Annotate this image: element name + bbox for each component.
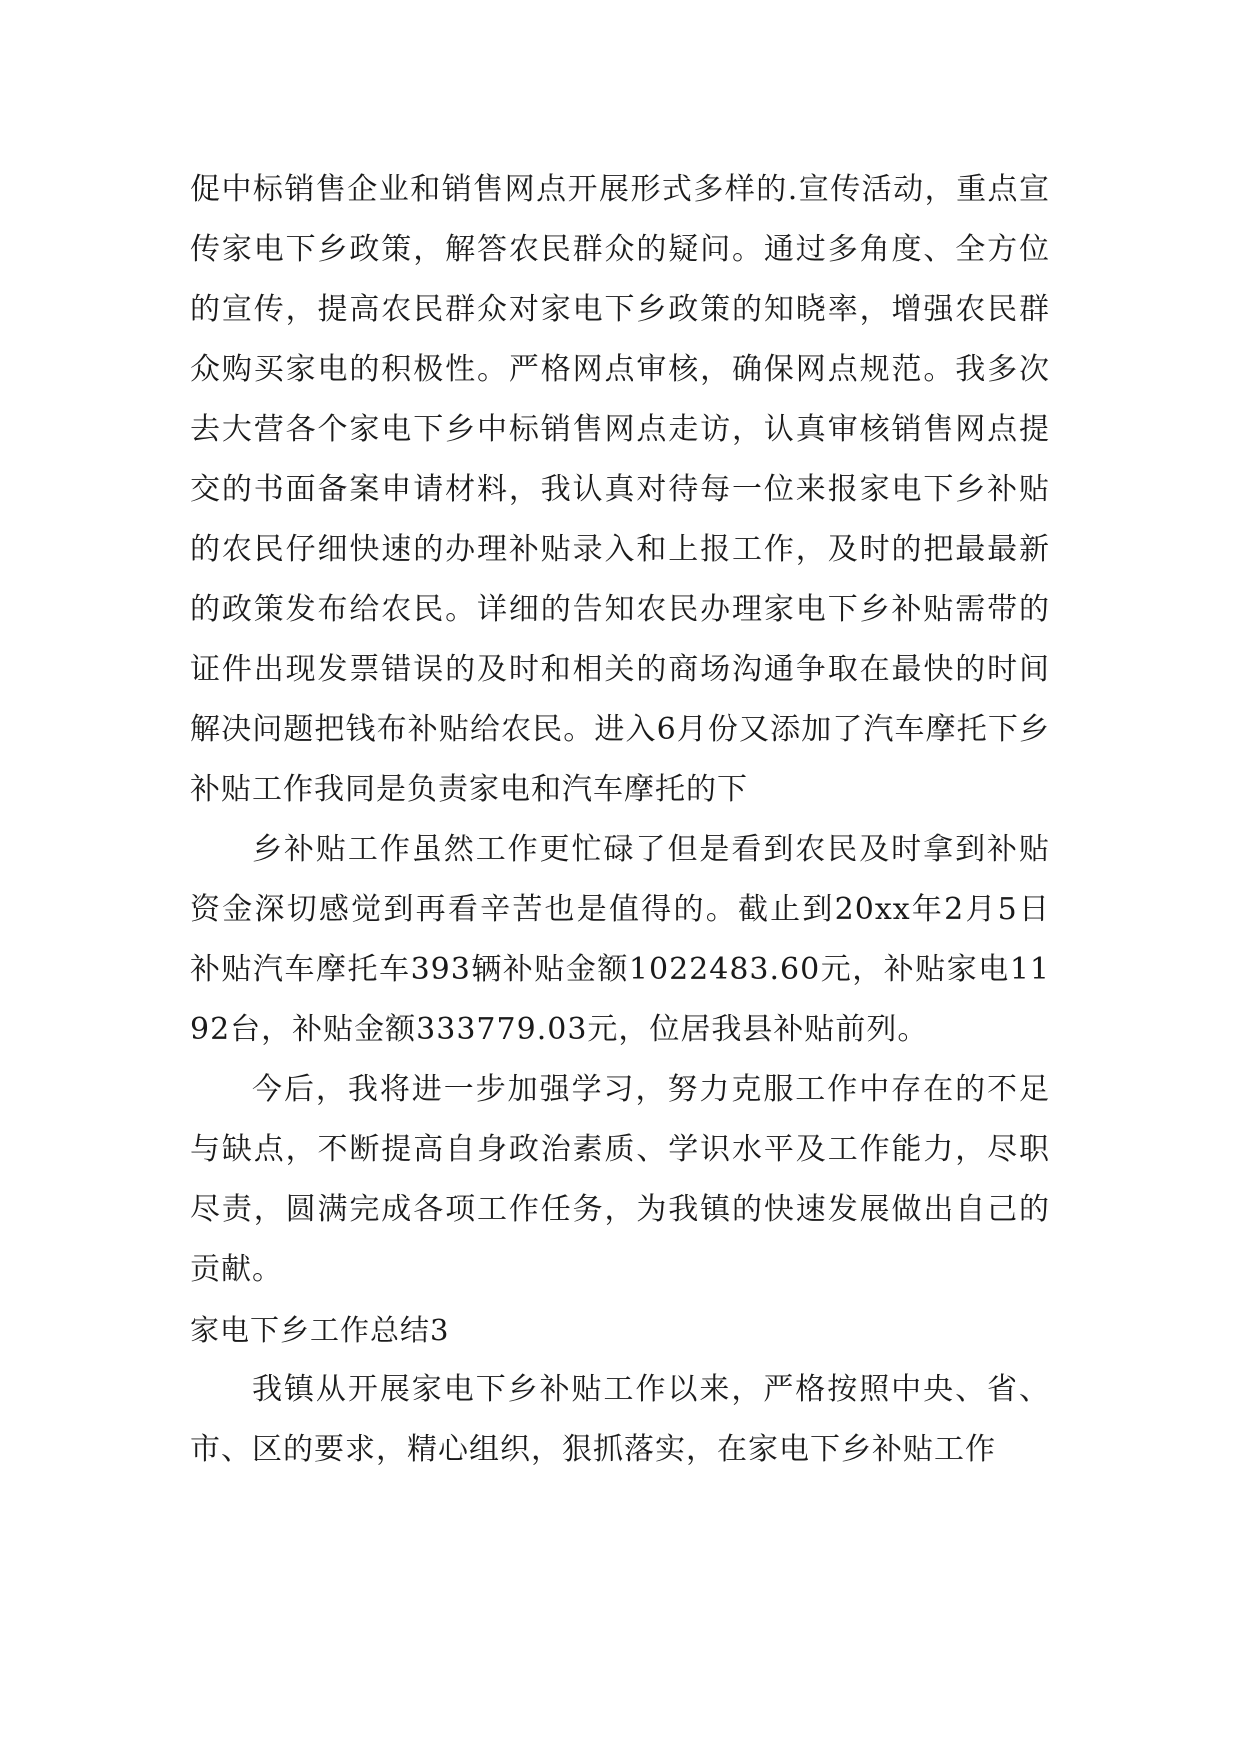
paragraph-2: 乡补贴工作虽然工作更忙碌了但是看到农民及时拿到补贴资金深切感觉到再看辛苦也是值得的。截止到20xx年2月5日补贴汽车摩托车393辆补贴金额1022483.60元，补贴家电1192台，补贴金额333779.03元，位居我县补贴前列。 bbox=[190, 832, 1050, 1047]
document-body bbox=[190, 160, 1050, 1480]
paragraph-1: 促中标销售企业和销售网点开展形式多样的.宣传活动，重点宣传家电下乡政策，解答农民群众的疑问。通过多角度、全方位的宣传，提高农民群众对家电下乡政策的知晓率，增强农民群众购买家电的积极性。严格网点审核，确保网点规范。我多次去大营各个家电下乡中标销售网点走访，认真审核销售网点提交的书面备案申请材料，我认真对待每一位来报家电下乡补贴的农民仔细快速的办理补贴录入和上报工作，及时的把最最新的政策发布给农民。详细的告知农民办理家电下乡补贴需带的证件出现发票错误的及时和相关的商场沟通争取在最快的时间解决问题把钱布补贴给农民。进入6月份又添加了汽车摩托下乡补贴工作我同是负责家电和汽车摩托的下 bbox=[190, 172, 1050, 807]
paragraph-3: 今后，我将进一步加强学习，努力克服工作中存在的不足与缺点，不断提高自身政治素质、学识水平及工作能力，尽职尽责，圆满完成各项工作任务，为我镇的快速发展做出自己的贡献。 bbox=[190, 1072, 1050, 1287]
section-heading: 家电下乡工作总结3 bbox=[190, 1313, 450, 1347]
paragraph-4: 我镇从开展家电下乡补贴工作以来，严格按照中央、省、市、区的要求，精心组织，狠抓落实，在家电下乡补贴工作 bbox=[190, 1372, 1050, 1467]
